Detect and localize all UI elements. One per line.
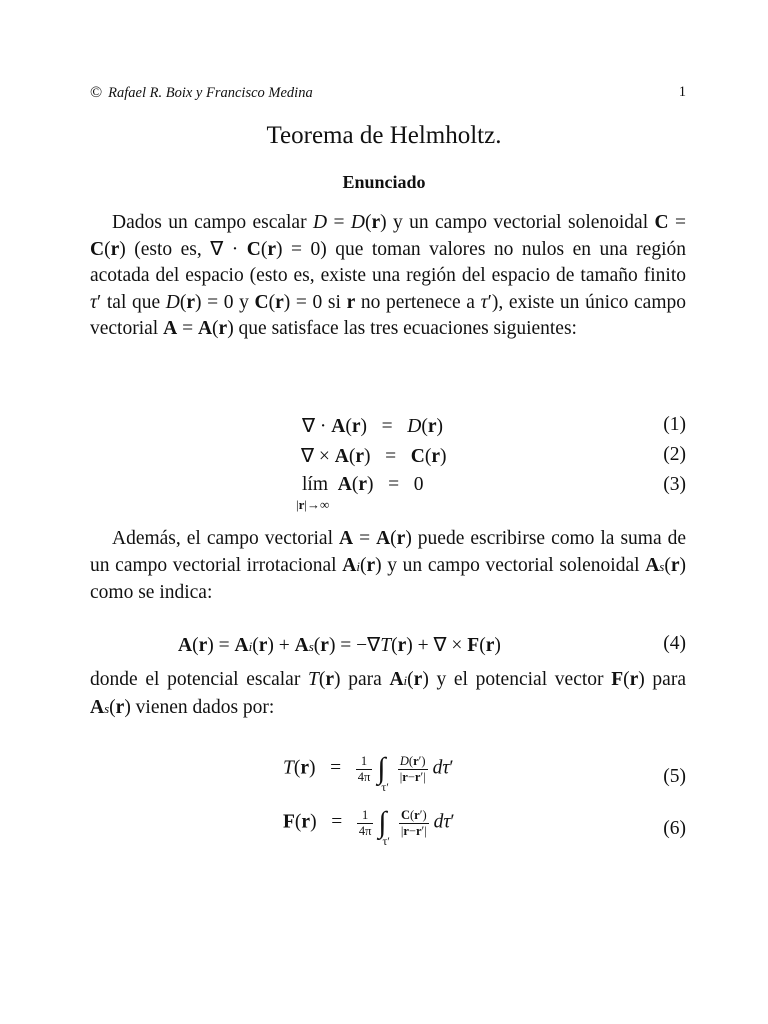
- section-heading: Enunciado: [342, 172, 426, 192]
- equation-5-number: (5): [663, 766, 686, 787]
- equation-4: A(r) = Ai(r) + As(r) = −∇T(r) + ∇ × F(r): [178, 635, 501, 656]
- equation-6-number: (6): [663, 818, 686, 839]
- limit-subscript: |r|→∞: [296, 497, 330, 512]
- page-number: 1: [678, 84, 686, 100]
- paragraph-decomposition: [90, 526, 686, 607]
- copyright-symbol: ©: [90, 84, 103, 101]
- equation-4-number: (4): [663, 633, 686, 654]
- equation-5: T(r) = $\frac{1}{4\pi}$ $\int_{\tau'}$ $\frac{D(r')}{|r-r'|}$ dτ′: [283, 752, 454, 795]
- paragraph-text: Además, el campo vectorial A = A(r) puede escribirse como la suma de un campo vectorial irrotacional Ai(r) y un campo vectorial solenoidal As(r) como se indica:: [90, 528, 686, 603]
- equation-2: ∇ × A(r) = C(r): [301, 446, 447, 467]
- paragraph-text: Dados un campo escalar D = D(r) y un campo vectorial solenoidal C = C(r) (esto es, ∇ · C(r) = 0) que toman valores no nulos en una región acotada del espacio (esto es, existe una región del espacio de tamaño finito τ′ tal que D(r) = 0 y C(r) = 0 si r no pertenece a τ′), existe un único campo vectorial A = A(r) que satisface las tres ecuaciones siguientes:: [90, 212, 687, 339]
- paragraph-potentials: [90, 667, 686, 722]
- paragraph-text: donde el potencial escalar T(r) para Ai(r) y el potencial vector F(r) para As(r) vienen dados por:: [90, 669, 686, 718]
- paragraph-statement: [90, 210, 686, 343]
- equation-3: lím A(r) = 0: [302, 474, 424, 495]
- equation-3-number: (3): [663, 474, 686, 495]
- authors: Rafael R. Boix y Francisco Medina: [108, 85, 313, 101]
- page-header: [90, 84, 686, 104]
- page-title: Teorema de Helmholtz.: [266, 122, 502, 149]
- equation-1: ∇ · A(r) = D(r): [302, 416, 444, 437]
- equation-2-number: (2): [663, 444, 686, 465]
- equation-1-number: (1): [663, 414, 686, 435]
- equation-6: F(r) = $\frac{1}{4\pi}$ $\int_{\tau'}$ $\frac{C(r')}{|r-r'|}$ dτ′: [283, 806, 455, 849]
